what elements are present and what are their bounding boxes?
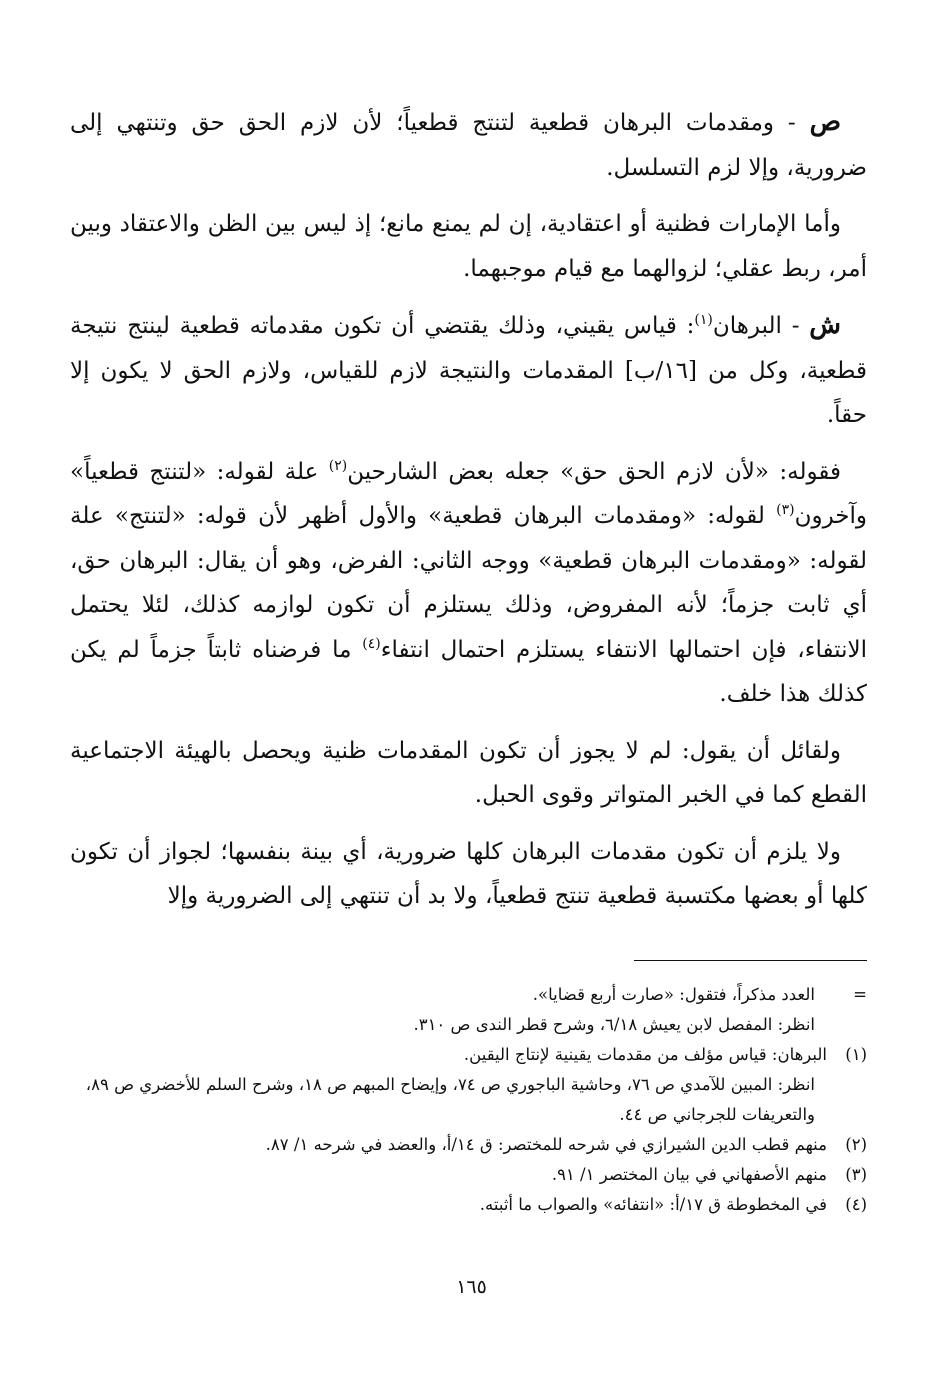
paragraph-text: علة لقوله: «لتنتج قطعياً» وآخرون (70, 458, 867, 529)
paragraph-text: : قياس يقيني، وذلك يقتضي أن تكون مقدماته قطعية لينتج نتيجة قطعية، وكل من [١٦/ب] المقدمات والنتيجة لازم للقياس، ولازم الحق لا يكون إلا حقاً. (70, 313, 867, 428)
paragraph-sharh-2 (70, 450, 867, 717)
footnote-number: (٤) (845, 1195, 867, 1214)
footnote-1 (70, 1040, 867, 1130)
sharh-marker: ش (809, 310, 841, 340)
footnote-text: منهم الأصفهاني في بيان المختصر ١/ ٩١. (551, 1165, 827, 1184)
paragraph-text: - البرهان (712, 313, 810, 339)
page-number: ١٦٥ (456, 1276, 487, 1298)
main-text (70, 100, 867, 931)
footnote-3 (70, 1160, 867, 1190)
footnote-text: في المخطوطة ق ١٧/أ: «انتفائه» والصواب ما أثبته. (479, 1195, 827, 1214)
footnote-number: (٢) (845, 1135, 867, 1154)
footnotes (70, 980, 867, 1220)
footnote-ref[interactable]: (٤) (362, 635, 381, 652)
paragraph-text: ولا يلزم أن تكون مقدمات البرهان كلها ضرورية، أي بينة بنفسها؛ لجواز أن تكون كلها أو بعضها مكتسبة قطعية تنتج قطعياً، ولا بد أن تنتهي إلى الضرورية وإلا (70, 838, 867, 909)
paragraph-sharh-3 (70, 729, 867, 818)
paragraph-sharh-4 (70, 830, 867, 919)
footnote-text: منهم قطب الدين الشيرازي في شرحه للمختصر: ق ١٤/أ، والعضد في شرحه ١/ ٨٧. (265, 1135, 827, 1154)
footnote-line: البرهان: قياس مؤلف من مقدمات يقينية لإنتاج اليقين. (463, 1045, 827, 1064)
paragraph-matn-2 (70, 202, 867, 291)
footnote-continuation (70, 980, 867, 1040)
footnote-ref[interactable]: (٢) (328, 457, 348, 474)
paragraph-text: ولقائل أن يقول: لم لا يجوز أن تكون المقدمات ظنية ويحصل بالهيئة الاجتماعية القطع كما في الخبر المتواتر وقوى الحبل. (70, 737, 867, 808)
footnote-separator (634, 960, 867, 961)
paragraph-text: ما فرضناه ثابتاً جزماً لم يكن كذلك هذا خلف. (70, 636, 867, 707)
footnote-number: (١) (845, 1045, 867, 1064)
paragraph-matn-1 (70, 100, 867, 190)
footnote-ref[interactable]: (٣) (776, 502, 795, 518)
paragraph-sharh-1 (70, 303, 867, 438)
paragraph-text: فقوله: «لأن لازم الحق حق» جعله بعض الشارحين (347, 458, 841, 485)
footnote-line: العدد مذكراً، فتقول: «صارت أربع قضايا». (532, 985, 815, 1004)
footnote-line: انظر: المفصل لابن يعيش ٦/١٨، وشرح قطر الندى ص ٣١٠. (413, 1015, 815, 1034)
footnote-ref[interactable]: (١) (694, 312, 713, 328)
continuation-mark: = (853, 985, 867, 1004)
paragraph-text: وأما الإمارات فظنية أو اعتقادية، إن لم يمنع مانع؛ إذ ليس بين الظن والاعتقاد وبين أمر، ربط عقلي؛ لزوالهما مع قيام موجبهما. (70, 211, 867, 282)
paragraph-text: - ومقدمات البرهان قطعية لتنتج قطعياً؛ لأن لازم الحق حق وتنتهي إلى ضرورية، وإلا لزم التسلسل. (70, 110, 867, 181)
matn-marker: ص (809, 107, 841, 137)
footnote-2 (70, 1130, 867, 1160)
footnote-line: انظر: المبين للآمدي ص ٧٦، وحاشية الباجوري ص ٧٤، وإيضاح المبهم ص ١٨، وشرح السلم للأخضري ص ٨٩، والتعريفات للجرجاني ص ٤٤. (85, 1075, 815, 1124)
footnote-4 (70, 1190, 867, 1220)
footnote-number: (٣) (845, 1165, 867, 1184)
paragraph-text: لقوله: «ومقدمات البرهان قطعية» والأول أظهر لأن قوله: «لتنتج» علة لقوله: «ومقدمات البرهان قطعية» ووجه الثاني: الفرض، وهو أن يقال: البرهان حق، أي ثابت جزماً؛ لأنه المفروض، وذلك يستلزم أن تكون لوازمه كذلك، لئلا يحتمل الانتفاء، فإن احتمالها الانتفاء يستلزم احتمال انتفاء (70, 503, 867, 663)
